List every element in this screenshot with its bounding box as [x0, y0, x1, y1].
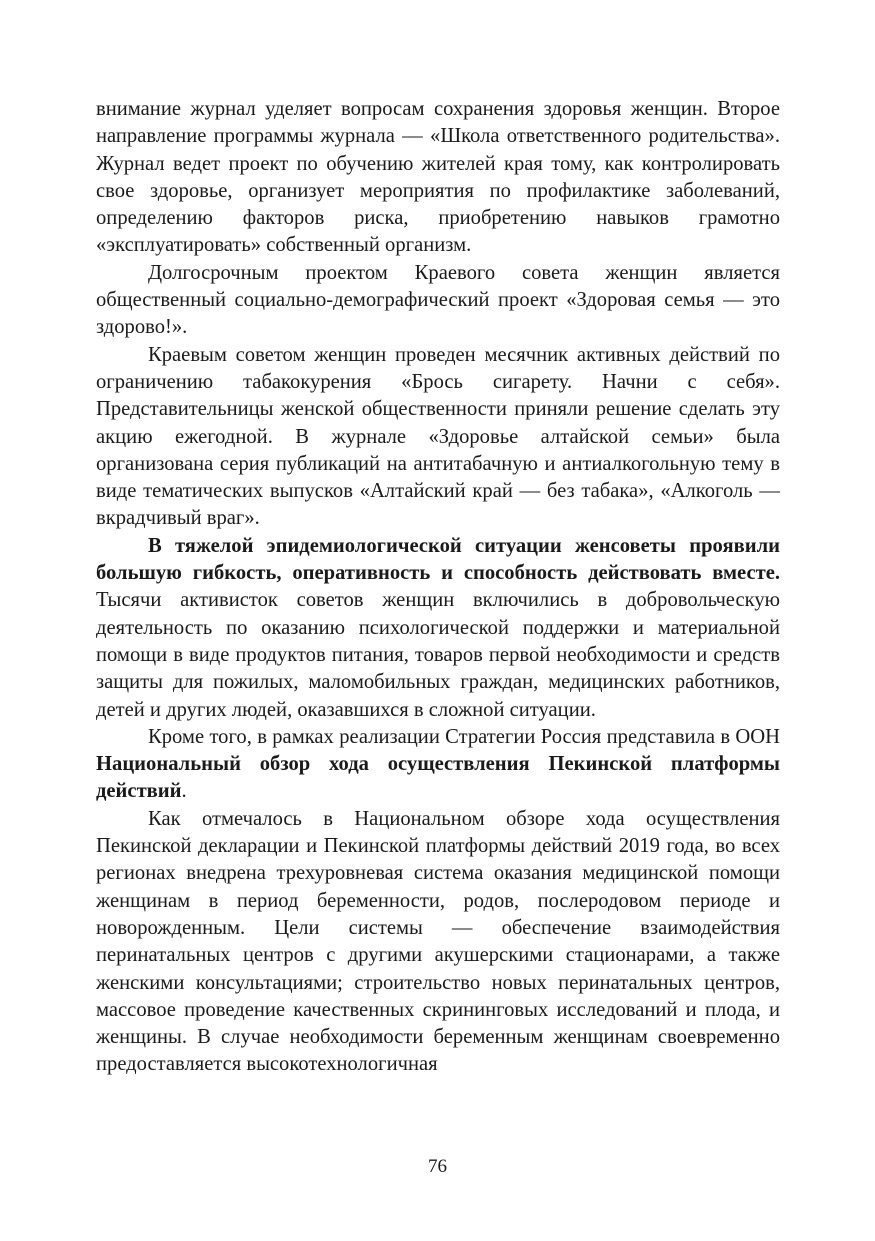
paragraph-1: внимание журнал уделяет вопросам сохранения здоровья женщин. Второе направление программы журнала — «Школа ответственного родительства». Журнал ведет проект по обучению жителей края тому, как контролировать свое здоровье, организует мероприятия по профилактике заболеваний, определению факторов риска, приобретению навыков грамотно «эксплуатировать» собственный организм. [96, 98, 780, 257]
paragraph-3: Краевым советом женщин проведен месячник активных действий по ограничению табакокурения «Брось сигарету. Начни с себя». Представительницы женской общественности приняли решение сделать эту акцию ежегодной. В журнале «Здоровье алтайской семьи» была организована серия публикаций на антитабачную и антиалкогольную тему в виде тематических выпусков «Алтайский край — без табака», «Алкоголь — вкрадчивый враг». [96, 343, 780, 530]
page-number: 76 [428, 1156, 447, 1177]
paragraph-4 [96, 533, 780, 724]
paragraph-2: Долгосрочным проектом Краевого совета женщин является общественный социально-демографический проект «Здоровая семья — это здорово!». [96, 261, 780, 339]
paragraph-6: Как отмечалось в Национальном обзоре хода осуществления Пекинской декларации и Пекинской платформы действий 2019 года, во всех регионах внедрена трехуровневая система оказания медицинской помощи женщинам в период беременности, родов, послеродовом периоде и новорожденным. Цели системы — обеспечение взаимодействия перинатальных центров с другими акушерскими стационарами, а также женскими консультациями; строительство новых перинатальных центров, массовое проведение качественных скрининговых исследований и плода, и женщины. В случае необходимости беременным женщинам своевременно предоставляется высокотехнологичная [96, 807, 780, 1076]
paragraph-4-bold: В тяжелой эпидемиологической ситуации женсоветы проявили большую гибкость, оперативность и способность действовать вместе. [96, 534, 780, 585]
paragraph-5-bold: Национальный обзор хода осуществления Пекинской платформы действий [96, 753, 780, 803]
paragraph-4-text: Тысячи активисток советов женщин включились в добровольческую деятельность по оказанию психологической поддержки и материальной помощи в виде продуктов питания, товаров первой необходимости и средств защиты для пожилых, маломобильных граждан, медицинских работников, детей и других людей, оказавшихся в сложной ситуации. [96, 589, 780, 721]
body-text [96, 96, 780, 1079]
paragraph-5-end: . [181, 780, 187, 803]
paragraph-5-start: Кроме того, в рамках реализации Стратегии Россия представила в ООН [148, 725, 780, 748]
paragraph-5 [96, 724, 780, 806]
